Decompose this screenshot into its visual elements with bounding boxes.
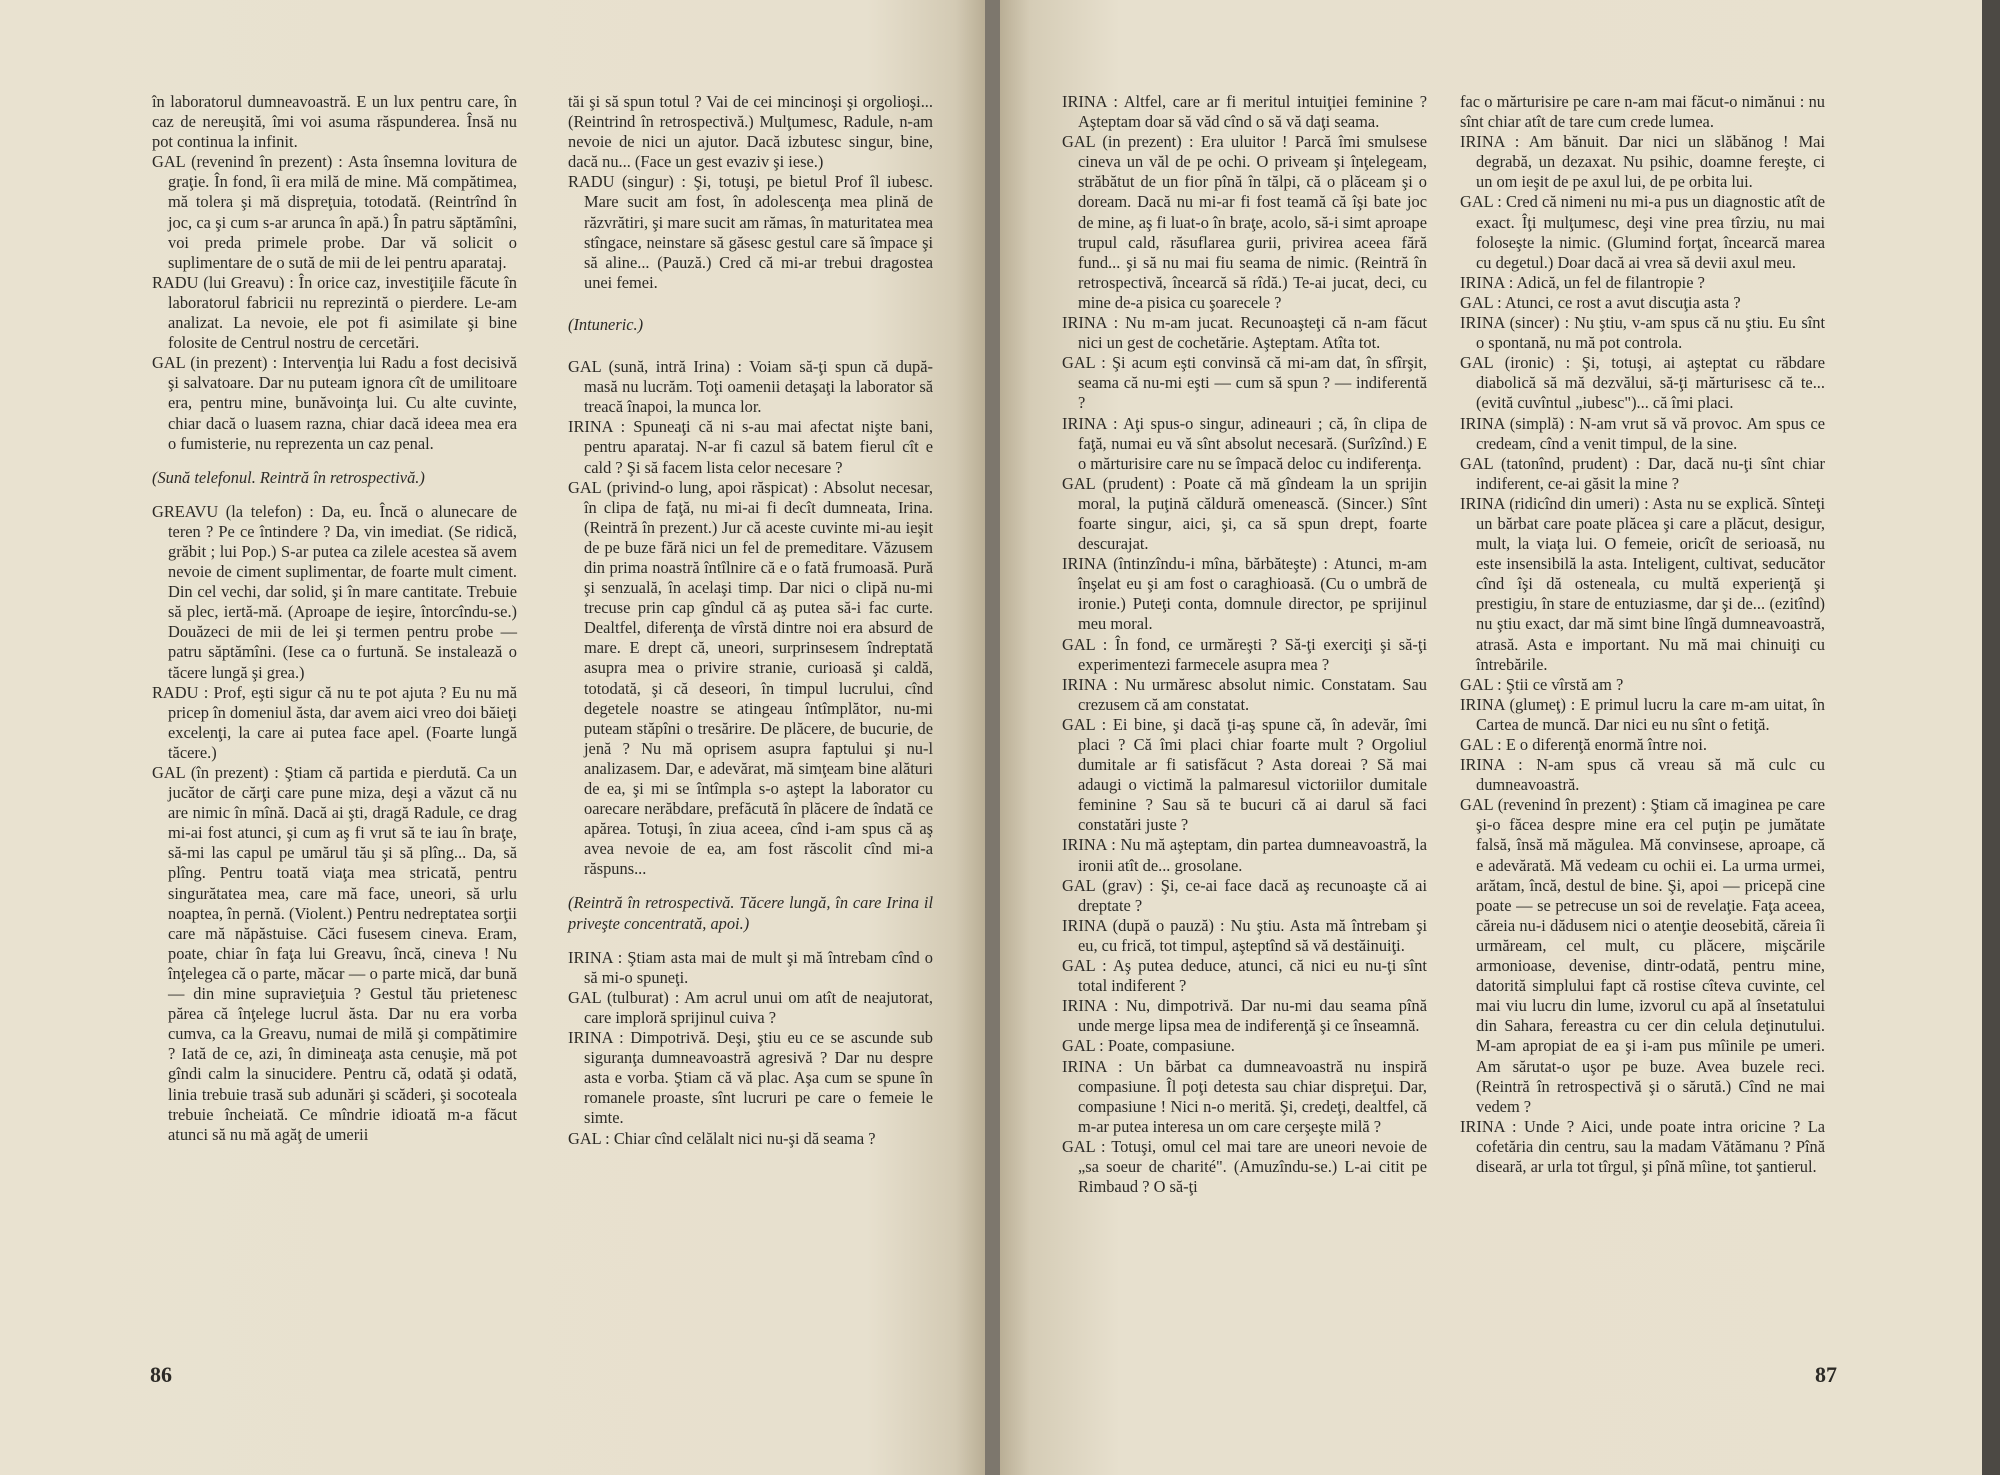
paragraph: IRINA (glumeţ) : E primul lucru la care m-am uitat, în Cartea de muncă. Dar nici eu nu sînt o fetiţă.: [1460, 694, 1825, 734]
right-page: [1000, 0, 2000, 1475]
paragraph: GAL : Ei bine, şi dacă ţi-aş spune că, în adevăr, îmi placi ? Că îmi placi chiar foarte mult ? Orgoliul dumitale ar fi satisfăcut ? Asta doreai ? Să mai adaugi o victimă la palmaresul victoriilor dumitale feminine ? Sau să te bucuri că ai darul să faci constatări juste ?: [1062, 714, 1427, 835]
paragraph: GAL (prudent) : Poate că mă gîndeam la un sprijin moral, la puţină căldură omenească. (Sincer.) Sînt foarte singur, aici, şi, ca să spun drept, foarte descurajat.: [1062, 473, 1427, 554]
paragraph: IRINA : Nu mă aşteptam, din partea dumneavoastră, la ironii atît de... grosolane.: [1062, 835, 1427, 875]
paragraph: în laboratorul dumneavoastră. E un lux pentru care, în caz de nereuşită, îmi voi asuma răspunderea. Însă nu pot continua la infinit.: [152, 92, 517, 152]
paragraph: IRINA : N-am spus că vreau să mă culc cu dumneavoastră.: [1460, 755, 1825, 795]
paragraph: tăi şi să spun totul ? Vai de cei mincinoşi şi orgolioşi... (Reintrind în retrospectivă.) Mulţumesc, Radule, n-am nevoie de nici un ajutor. Dacă izbutesc singur, bine, dacă nu... (Face un gest evaziv şi iese.): [568, 92, 933, 172]
paragraph: GAL : Aş putea deduce, atunci, că nici eu nu-ţi sînt total indiferent ?: [1062, 956, 1427, 996]
paragraph: GAL (revenind în prezent) : Asta însemna lovitura de graţie. În fond, îi era milă de mine. Mă compătimea, mă tolera şi mă dispreţuia, totodată. (Reintrînd în joc, ca şi cum s-ar arunca în apă.) În patru săptămîni, voi preda primele probe. Dar vă solicit o suplimentare de o sută de mii de lei pentru aparataj.: [152, 152, 517, 272]
paragraph: GAL : E o diferenţă enormă între noi.: [1460, 735, 1707, 754]
paragraph: IRINA (ridicînd din umeri) : Asta nu se explică. Sînteţi un bărbat care poate plăcea şi care a plăcut, desigur, mult, la viaţa lui. O femeie, oricît de serioasă, nu este insensibilă la asta. Inteligent, cultivat, seducător cînd îşi dă osteneala, cu multă experienţă şi prestigiu, în stare de entuziasme, dar şi de... (ezitînd) nu ştiu exact, dar mă simt bine lîngă dumneavoastră, atrasă. Asta e important. Nu mă mai chinuiţi cu întrebările.: [1460, 493, 1825, 674]
paragraph: IRINA : Nu, dimpotrivă. Dar nu-mi dau seama pînă unde merge lipsa mea de indiferenţă şi ce înseamnă.: [1062, 996, 1427, 1036]
book-gutter: [985, 0, 1000, 1475]
paragraph: IRINA : Spuneaţi că ni s-au mai afectat nişte bani, pentru aparataj. N-ar fi cazul să batem fierul cît e cald ? Şi să facem lista celor necesare ?: [568, 417, 933, 477]
left-page-column-2: [568, 92, 933, 1149]
paragraph: GAL (in prezent) : Era uluitor ! Parcă îmi smulsese cineva un văl de pe ochi. O priveam şi înţelegeam, străbătut de un fior pînă în tălpi, că o plăceam şi o doream. Dacă nu mi-ar fi fost teamă că îşi bate joc de mine, aş fi luat-o în braţe, acolo, să-i simt aproape trupul cald, răsuflarea gurii, privirea aceea fără fund... şi să nu mai fiu seama de nimic. (Reintră în retrospectivă, încearcă să rîdă.) Te-ai jucat, deci, cu mine de-a pisica cu şoarecele ?: [1062, 132, 1427, 312]
paragraph: IRINA (întinzîndu-i mîna, bărbăteşte) : Atunci, m-am înşelat eu şi am fost o caraghioasă. (Cu o umbră de ironie.) Puteţi conta, domnule director, pe sprijinul meu moral.: [1062, 554, 1427, 634]
paragraph: IRINA : Ştiam asta mai de mult şi mă întrebam cînd o să mi-o spuneţi.: [568, 947, 933, 987]
paragraph: RADU (singur) : Şi, totuşi, pe bietul Prof îl iubesc. Mare sucit am fost, în adolescenţa mea plină de răzvrătiri, şi mare sucit am rămas, în maturitatea mea stîngace, neinstare să găsesc gestul care să împace şi să aline... (Pauză.) Cred că mi-ar trebui dragostea unei femei.: [568, 172, 933, 292]
paragraph: RADU (lui Greavu) : În orice caz, investiţiile făcute în laboratorul fabricii nu reprezintă o pierdere. Le-am analizat. La nevoie, ele pot fi asimilate şi bine folosite de Centrul nostru de cercetări.: [152, 272, 517, 353]
paragraph: IRINA (sincer) : Nu ştiu, v-am spus că nu ştiu. Eu sînt o spontană, nu mă pot controla.: [1460, 313, 1825, 353]
stage-direction: (Sună telefonul. Reintră în retrospectivă.): [152, 467, 425, 487]
paragraph: IRINA : Adică, un fel de filantropie ?: [1460, 272, 1705, 292]
paragraph: IRINA : Altfel, care ar fi meritul intuiţiei feminine ? Aşteptam doar să văd cînd o să vă daţi seama.: [1062, 92, 1427, 132]
paragraph: GAL : Atunci, ce rost a avut discuţia asta ?: [1460, 292, 1741, 312]
paragraph: RADU : Prof, eşti sigur că nu te pot ajuta ? Eu nu mă pricep în domeniul ăsta, dar avem aici vreo doi băieţi excelenţi, la care ai putea face apel. (Foarte lungă tăcere.): [152, 682, 517, 762]
paragraph: GAL (tulburat) : Am acrul unui om atît de neajutorat, care imploră sprijinul cuiva ?: [568, 987, 933, 1027]
right-page-column-2: [1460, 92, 1825, 1177]
paragraph: GAL (grav) : Şi, ce-ai face dacă aş recunoaşte că ai dreptate ?: [1062, 875, 1427, 915]
paragraph: IRINA : Unde ? Aici, unde poate intra oricine ? La cofetăria din centru, sau la madam Vătămanu ? Pînă diseară, ar urla tot tîrgul, şi pînă mîine, tot şantierul.: [1460, 1116, 1825, 1176]
paragraph: GAL (in prezent) : Intervenţia lui Radu a fost decisivă şi salvatoare. Dar nu puteam ignora cît de umilitoare era, pentru mine, bunăvoinţa lui. Cu alte cuvinte, chiar dacă o luasem razna, chiar dacă ideea mea era o fumisterie, nu reprezenta un caz penal.: [152, 353, 517, 453]
left-page-column-1: [152, 92, 517, 1145]
paragraph: GAL (revenind în prezent) : Ştiam că imaginea pe care şi-o făcea despre mine era cel puţin pe jumătate falsă, însă mă măgulea. Mă convinsese, aproape, că e adevărată. Mă vedeam cu ochii ei. La urma urmei, arătam, încă, destul de bine. Şi, apoi — pricepă cine poate — se petrecuse un soi de revelaţie. Faţa aceea, căreia nu-i dădusem nici o atenţie deosebită, căreia îi urmăream, cel mult, cu plăcere, mişcările armonioase, devenise, dintr-odată, pentru mine, datorită simplului fapt că rostise cîteva cuvinte, cel mai viu lucru din lume, izvorul cu apă al însetatului din Sahara, fereastra cu cer din celula deţinutului. M-am apropiat de ea şi i-am pus mîinile pe umeri. Am sărutat-o uşor pe buze. Avea buzele reci. (Reintră în retrospectivă şi o sărută.) Cînd ne mai vedem ?: [1460, 795, 1825, 1116]
right-page-column-1: [1062, 92, 1427, 1197]
paragraph: fac o mărturisire pe care n-am mai făcut-o nimănui : nu sînt chiar atît de tare cum crede lumea.: [1460, 92, 1825, 132]
paragraph: IRINA : Nu m-am jucat. Recunoaşteţi că n-am făcut nici un gest de cochetărie. Aşteptam. Atîta tot.: [1062, 313, 1427, 353]
paragraph: GAL (tatonînd, prudent) : Dar, dacă nu-ţi sînt chiar indiferent, ce-ai găsit la mine ?: [1460, 453, 1825, 493]
page-number: 87: [1815, 1362, 1837, 1387]
paragraph: GAL : Ştii ce vîrstă am ?: [1460, 674, 1624, 694]
stage-direction: (Intuneric.): [568, 314, 644, 334]
paragraph: IRINA (simplă) : N-am vrut să vă provoc. Am spus ce credeam, cînd a venit timpul, de la sine.: [1460, 413, 1825, 453]
left-page: [0, 0, 985, 1475]
paragraph: IRINA (după o pauză) : Nu ştiu. Asta mă întrebam şi eu, cu frică, tot timpul, aşteptînd să vă destăinuiţi.: [1062, 915, 1427, 955]
paragraph: GAL : Poate, compasiune.: [1062, 1036, 1235, 1056]
stage-direction: (Reintră în retrospectivă. Tăcere lungă, în care Irina il priveşte concentrată, apoi.): [568, 893, 933, 933]
paragraph: GREAVU (la telefon) : Da, eu. Încă o alunecare de teren ? Pe ce întindere ? Da, vin imediat. (Se ridică, grăbit ; lui Pop.) S-ar putea ca zilele acestea să avem nevoie de ciment suplimentar, de foarte mult ciment. Din cel vechi, dar solid, şi în mare cantitate. Trebuie să plec, iertă-mă. (Aproape de ieşire, întorcîndu-se.) Douăzeci de mii de lei şi termen pentru probe — patru săptămîni. (Iese ca o furtună. Se instalează o tăcere lungă şi grea.): [152, 501, 517, 682]
paragraph: GAL (în prezent) : Ştiam că partida e pierdută. Ca un jucător de cărţi care pune miza, deşi a văzut că nu are nimic în mînă. Dacă ai şti, dragă Radule, ce drag mi-ai fost atunci, şi cum aş fi vrut să te iau în braţe, să-mi las capul pe umărul tău şi să plîng... Da, să plîng. Pentru toată viaţa mea stricată, pentru singurătatea mea, care mă face, uneori, să urlu noaptea, în pernă. (Violent.) Pentru nedreptatea sorţii care mă năpăstuise. Căci fusesem cineva. Eram, poate, chiar în faţa lui Greavu, încă, cineva ! Nu înţelegea că o parte, măcar — o parte mică, dar bună — din mine supravieţuia ? Gestul tău prietenesc părea că înţelege lucrul ăsta. Dar nu era vorba cumva, ca la Greavu, numai de milă şi compătimire ? Iată de ce, azi, în dimineaţa asta cenuşie, mă pot gîndi calm la sinucidere. Pentru că, odată şi odată, linia trebuie trasă sub adunări şi scăderi, şi socoteala trebuie încheiată. Ce mîndrie idioată m-a făcut atunci să nu mă agăţ de umerii: [152, 763, 517, 1144]
paragraph: GAL : Chiar cînd celălalt nici nu-şi dă seama ?: [568, 1128, 876, 1148]
page-number: 86: [150, 1362, 172, 1387]
paragraph: GAL (privind-o lung, apoi răspicat) : Absolut necesar, în clipa de faţă, nu mi-ai fi decît dumneata, Irina. (Reintră în prezent.) Jur că aceste cuvinte mi-au ieşit de pe buze fără nici un fel de premeditare. Văzusem din prima noastră întîlnire că e o fată frumoasă. Pură şi senzuală, în acelaşi timp. Dar nici o clipă nu-mi trecuse prin cap gîndul că aş putea să-i fac curte. Dealtfel, diferenţa de vîrstă dintre noi era absurd de mare. E drept că, uneori, surprinsesem îndreptată asupra mea o privire stranie, curioasă şi caldă, totodată, şi că deseori, în timpul lucrului, cînd degetele noastre se atingeau întîmplător, nu-mi puteam stăpîni o tresărire. De plăcere, de bucurie, de jenă ? Nu mă oprisem asupra faptului şi nu-l analizasem. Dar, e adevărat, mă simţeam bine alături de ea, şi mi se întîmpla s-o aştept la laborator cu oarecare nerăbdare, prefăcută în plăcere de îndată ce apărea. Totuşi, în ziua aceea, cînd i-am spus că aş avea nevoie de ea, am fost răscolit cînd mi-a răspuns...: [568, 477, 933, 879]
paragraph: GAL : Şi acum eşti convinsă că mi-am dat, în sfîrşit, seama că nu-mi eşti — cum să spun ? — indiferentă ?: [1062, 353, 1427, 413]
paragraph: IRINA : Dimpotrivă. Deşi, ştiu eu ce se ascunde sub siguranţa dumneavoastră agresivă ? Dar nu despre asta e vorba. Ştiam că vă plac. Aşa cum se spune în romanele proaste, sînt lucruri pe care o femeie le simte.: [568, 1028, 933, 1128]
paragraph: GAL : Cred că nimeni nu mi-a pus un diagnostic atît de exact. Îţi mulţumesc, deşi vine prea tîrziu, nu mai foloseşte la nimic. (Glumind forţat, încearcă marea cu degetul.) Doar dacă ai vrea să devii axul meu.: [1460, 192, 1825, 272]
paragraph: IRINA : Aţi spus-o singur, adineauri ; că, în clipa de faţă, numai eu vă sînt absolut necesară. (Surîzînd.) E o mărturisire care nu se împacă deloc cu indiferenţa.: [1062, 413, 1427, 473]
paragraph: GAL : Totuşi, omul cel mai tare are uneori nevoie de „sa soeur de charité". (Amuzîndu-se.) L-ai citit pe Rimbaud ? O să-ţi: [1062, 1136, 1427, 1197]
paragraph: IRINA : Un bărbat ca dumneavoastră nu inspiră compasiune. Îl poţi detesta sau chiar dispreţui. Dar, compasiune ! Nici n-o merită. Şi, credeţi, dealtfel, că m-ar putea interesa un om care cerşeşte milă ?: [1062, 1056, 1427, 1136]
paragraph: GAL (sună, intră Irina) : Voiam să-ţi spun că după-masă nu lucrăm. Toţi oamenii detaşaţi la laborator să treacă înapoi, la munca lor.: [568, 357, 933, 417]
paragraph: IRINA : Am bănuit. Dar nici un slăbănog ! Mai degrabă, un dezaxat. Nu psihic, doamne fereşte, ci un om ieşit de pe axul lui, de pe orbita lui.: [1460, 132, 1825, 192]
paragraph: GAL : În fond, ce urmăreşti ? Să-ţi exerciţi şi să-ţi experimentezi farmecele asupra mea ?: [1062, 634, 1427, 674]
paragraph: GAL (ironic) : Şi, totuşi, ai aşteptat cu răbdare diabolică să mă dezvălui, să-ţi mărturisesc că te... (evită cuvîntul „iubesc")... că îmi placi.: [1460, 353, 1825, 413]
book-edge: [1982, 0, 2000, 1475]
paragraph: IRINA : Nu urmăresc absolut nimic. Constatam. Sau crezusem că am constatat.: [1062, 674, 1427, 714]
